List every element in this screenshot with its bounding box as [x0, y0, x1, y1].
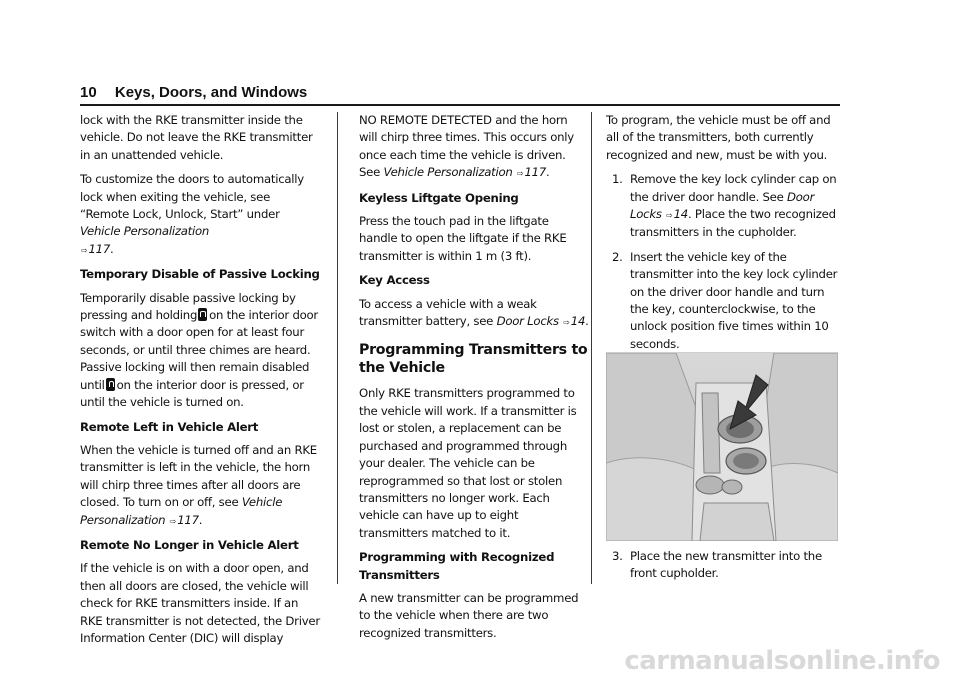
step-text: Insert the vehicle key of the transmitter into the key lock cylinder on the driver door handle and turn the key, counterclockwise, to the unlock position five times within 10 seconds. — [630, 249, 838, 351]
list-item — [606, 548, 842, 583]
punctuation: . — [546, 165, 550, 180]
paragraph: If the vehicle is on with a door open, and then all doors are closed, the vehicle will check for RKE transmitters inside. If an RKE transmitter is not detected, the Driver Information Center (DIC) will display — [80, 561, 320, 645]
watermark: carmanualsonline.info — [624, 646, 940, 676]
step-text: Place the new transmitter into the front cupholder. — [630, 549, 822, 581]
paragraph — [359, 296, 589, 332]
paragraph-text: To customize the doors to automatically lock when exiting the vehicle, see “Remote Lock, Unlock, Start” under — [80, 172, 304, 222]
column-divider — [591, 112, 592, 584]
section-title: Keys, Doors, and Windows — [114, 84, 308, 101]
paragraph-text: When the vehicle is turned off and an RKE transmitter is left in the vehicle, the horn will chirp three times after all doors are closed. To turn on or off, see — [80, 442, 317, 510]
page-header — [80, 84, 840, 102]
xref-arrow-icon: ⇨ — [169, 516, 177, 526]
punctuation: . — [110, 241, 114, 256]
subheading: Keyless Liftgate Opening — [359, 190, 519, 205]
paragraph-text: Temporarily disable passive locking by pressing and holding — [80, 290, 296, 323]
page-ref[interactable]: 14 — [673, 207, 688, 222]
column-left — [80, 112, 320, 654]
step-number: 1. — [612, 172, 623, 187]
unlock-icon — [106, 378, 115, 391]
section-heading: Programming Transmitters to the Vehicle — [359, 342, 588, 377]
paragraph: Press the touch pad in the liftgate handle to open the liftgate if the RKE transmitter is within 1 m (3 ft). — [359, 214, 567, 263]
subheading: Remote No Longer in Vehicle Alert — [80, 537, 299, 552]
page-number: 10 — [80, 84, 97, 101]
punctuation: . — [585, 314, 589, 329]
cupholder-illustration-svg — [606, 353, 838, 541]
paragraph: Only RKE transmitters programmed to the vehicle will work. If a transmitter is lost or stolen, a replacement can be purchased and programmed through your dealer. The vehicle can be reprogrammed so that lost or stolen transmitters no longer work. Each vehicle can have up to eight transmitters matched to it. — [359, 386, 577, 540]
paragraph: lock with the RKE transmitter inside the vehicle. Do not leave the RKE transmitter in an unattended vehicle. — [80, 113, 313, 162]
column-middle — [359, 112, 589, 649]
xref-link[interactable]: Door Locks — [630, 189, 815, 222]
page-ref[interactable]: 14 — [570, 314, 586, 329]
xref-link[interactable]: Vehicle Personalization — [80, 224, 210, 239]
subheading: Remote Left in Vehicle Alert — [80, 419, 259, 434]
page-ref[interactable]: 117 — [524, 165, 547, 180]
page-ref[interactable]: 117 — [177, 512, 199, 527]
xref-link[interactable]: Door Locks — [496, 314, 559, 329]
xref-link[interactable]: Vehicle Personalization — [383, 165, 513, 180]
paragraph — [359, 112, 589, 183]
footer — [0, 644, 960, 678]
paragraph-text: NO REMOTE DETECTED and the horn will chirp three times. This occurs only once each time the vehicle is driven. See — [359, 113, 574, 180]
step-text: . Place the two recognized transmitters in the cupholder. — [630, 207, 836, 240]
subheading: Key Access — [359, 273, 430, 288]
paragraph — [80, 290, 320, 412]
step-number: 2. — [612, 249, 623, 264]
paragraph — [80, 442, 320, 530]
list-item — [606, 171, 842, 242]
subheading: Programming with Recognized Transmitters — [359, 550, 555, 582]
header-rule — [80, 104, 840, 106]
subheading: Temporary Disable of Passive Locking — [80, 267, 320, 282]
paragraph-text: To access a vehicle with a weak transmitter battery, see — [359, 296, 537, 329]
paragraph: A new transmitter can be programmed to the vehicle when there are two recognized transmitters. — [359, 590, 579, 640]
xref-link[interactable]: Vehicle Personalization — [80, 495, 283, 527]
paragraph-text: on the interior door is pressed, or until the vehicle is turned on. — [80, 377, 304, 410]
xref-arrow-icon: ⇨ — [81, 245, 88, 255]
page-ref[interactable]: 117 — [88, 241, 111, 256]
xref-arrow-icon: ⇨ — [517, 169, 524, 179]
lock-icon — [198, 308, 207, 321]
step-number: 3. — [612, 549, 623, 563]
paragraph: To program, the vehicle must be off and all of the transmitters, both currently recognized and new, must be with you. — [606, 113, 831, 162]
paragraph-text: on the interior door switch with a door open for at least four seconds, or until three chimes are heard. Passive locking will then remain disabled until — [80, 308, 318, 392]
paragraph — [80, 171, 320, 259]
xref-arrow-icon: ⇨ — [563, 318, 570, 328]
step-text: Remove the key lock cylinder cap on the driver door handle. See — [630, 172, 837, 204]
column-divider — [337, 112, 338, 584]
xref-arrow-icon: ⇨ — [666, 211, 673, 221]
punctuation: . — [198, 512, 203, 527]
cupholder-illustration — [606, 352, 838, 541]
